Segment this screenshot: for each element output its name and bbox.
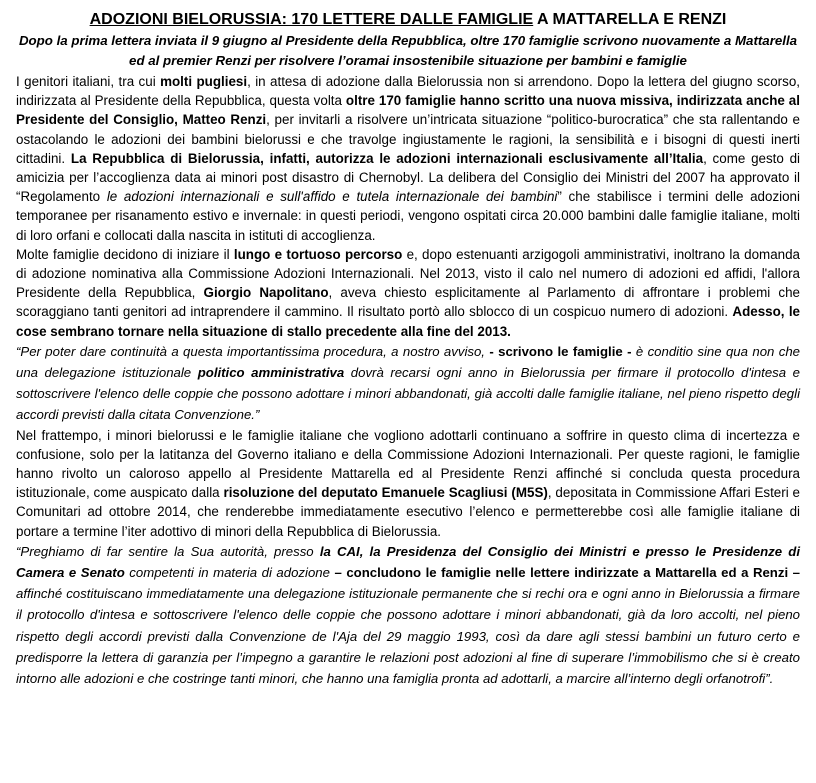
text-run: dovrà recarsi ogni anno in Bielorussia per firmare il protocollo d'intesa e sottoscrivere l'elenco delle coppie che possono adottare i minori abbandonati, già accolti dalle famiglie italiane, nel pieno rispetto degli accordi previsti dalla citata Convenzione.”: [16, 365, 800, 423]
text-run: “Preghiamo di far sentire la Sua autorità, presso: [16, 543, 320, 559]
bold-run: lungo e tortuoso percorso: [233, 246, 403, 262]
text-run: “Per poter dare continuità a questa importantissima procedura, a nostro avviso,: [16, 343, 490, 359]
text-run: , depositata in Commissione Affari Esteri e Comunitari ad ottobre 2014, che renderebbe immediatamente esecutivo l’elenco e permetterebbe così alle famiglie italiane di portare a termine l’iter adottivo di minori della Repubblica di Bielorussia.: [16, 485, 800, 539]
italic-run: le adozioni internazionali e sull'affido e tutela internazionale dei bambini: [106, 189, 558, 205]
bold-run: la CAI, la Presidenza del Consiglio dei Ministri e presso le Presidenze di Camera e Senato: [16, 543, 800, 581]
article-subtitle: Dopo la prima lettera inviata il 9 giugno al Presidente della Repubblica, oltre 170 famiglie scrivono nuovamente a Mattarella ed al premier Renzi per risolvere l’oramai insostenibile situazione per bambini e famiglie: [18, 33, 798, 68]
bold-run: - scrivono le famiglie -: [489, 343, 632, 359]
text-run: competenti in materia di adozione: [124, 565, 335, 581]
paragraph-5-quote: [16, 541, 800, 689]
paragraph-1: [16, 72, 800, 245]
bold-run: risoluzione del deputato Emanuele Scagliusi (M5S): [223, 485, 548, 501]
text-run: , aveva chiesto esplicitamente al Parlamento di affrontare i problemi che scoraggiano tanti genitori ad intraprendere il cammino. Il risultato portò allo sblocco di un cospicuo numero di adozioni.: [16, 285, 800, 320]
text-run: è conditio sine qua non che una delegazione istituzionale: [16, 343, 801, 381]
paragraph-4: [16, 426, 800, 541]
paragraph-3-quote: [16, 341, 800, 426]
bold-run: – concludono le famiglie nelle lettere indirizzate a Mattarella ed a Renzi –: [334, 565, 800, 581]
bold-run: La Repubblica di Bielorussia, infatti, autorizza le adozioni internazionali esclusivamente all’Italia: [70, 150, 704, 166]
text-run: e, dopo estenuanti arzigogoli amministrativi, inoltrano la domanda di adozione nominativa alla Commissione Adozioni Internazionali. Nel 2013, visto il calo nel numero di adozioni ed affidi, l'allora Presidente della Repubblica,: [16, 246, 800, 301]
text-run: , per invitarli a risolvere un’intricata situazione “politico-burocratica” che sta rallentando e ostacolando le adozioni dei bambini bielorussi e che travolge ingiustamente le ragioni, la sensibilità e i bisogni di questi inerti cittadini.: [16, 112, 800, 166]
bold-run: Giorgio Napolitano: [203, 285, 329, 301]
text-run: Molte famiglie decidono di iniziare il: [16, 246, 234, 262]
paragraph-2: [16, 245, 800, 341]
text-run: , come gesto di amicizia per l’accoglienza data ai minori post disastro di Chernobyl. La delibera del Consiglio dei Ministri del 2007 ha approvato il “Regolamento: [16, 150, 801, 205]
title-rest: A MATTARELLA E RENZI: [533, 11, 727, 28]
bold-run: molti pugliesi: [160, 74, 248, 89]
text-run: Nel frattempo, i minori bielorussi e le famiglie italiane che vogliono adottarli continuano a soffrire in questo clima di incertezza e confusione, solo per la latitanza del Governo italiano e della Commissione Adozioni Internazionali. Per queste ragioni, le famiglie hanno rivolto un caloroso appello al Presidente Mattarella ed al Presidente Renzi affinché si concluda questa procedura istituzionale, come auspicato dalla: [16, 427, 800, 501]
bold-run: oltre 170 famiglie hanno scritto una nuova missiva, indirizzata anche al Presidente del Consiglio, Matteo Renzi: [16, 93, 800, 128]
text-run: , in attesa di adozione dalla Bielorussia non si arrendono. Dopo la lettera del giugno scorso, indirizzata al Presidente della Repubblica, questa volta: [16, 74, 800, 109]
bold-run: politico amministrativa: [197, 365, 345, 381]
text-run: ” che stabilisce i termini delle adozioni temporanee per risanamento estivo e invernale: in questi periodi, vengono ospitati circa 20.000 bambini dalle famiglie italiane, molti di loro orfani e collocati dalla nascita in istituti di accoglienza.: [16, 189, 800, 243]
text-run: affinché costituiscano immediatamente una delegazione istituzionale permanente che si rechi ora e ogni anno in Bielorussia a firmare il protocollo d'intesa e sottoscrivere l'elenco delle coppie che possono adottare i minori abbandonati, già da loro accolti, nel pieno rispetto degli accordi previsti dalla Convenzione de l'Aja del 29 maggio 1993, così da dare agli stessi bambini un futuro certo e predisporre la lettera di garanzia per l’impegno a garantire le relazioni post adozioni al fine di superare l’immobilismo che si è creato intorno alle adozioni e che costringe tanti minori, che hanno una famiglia pronta ad adottarli, a marcire all’interno degli orfanotrofi”.: [16, 586, 800, 687]
title-underlined: ADOZIONI BIELORUSSIA: 170 LETTERE DALLE FAMIGLIE: [89, 11, 534, 28]
text-run: I genitori italiani, tra cui: [16, 74, 161, 89]
bold-run: Adesso, le cose sembrano tornare nella situazione di stallo precedente alla fine del 2013.: [16, 304, 801, 339]
article-title: [16, 10, 800, 30]
